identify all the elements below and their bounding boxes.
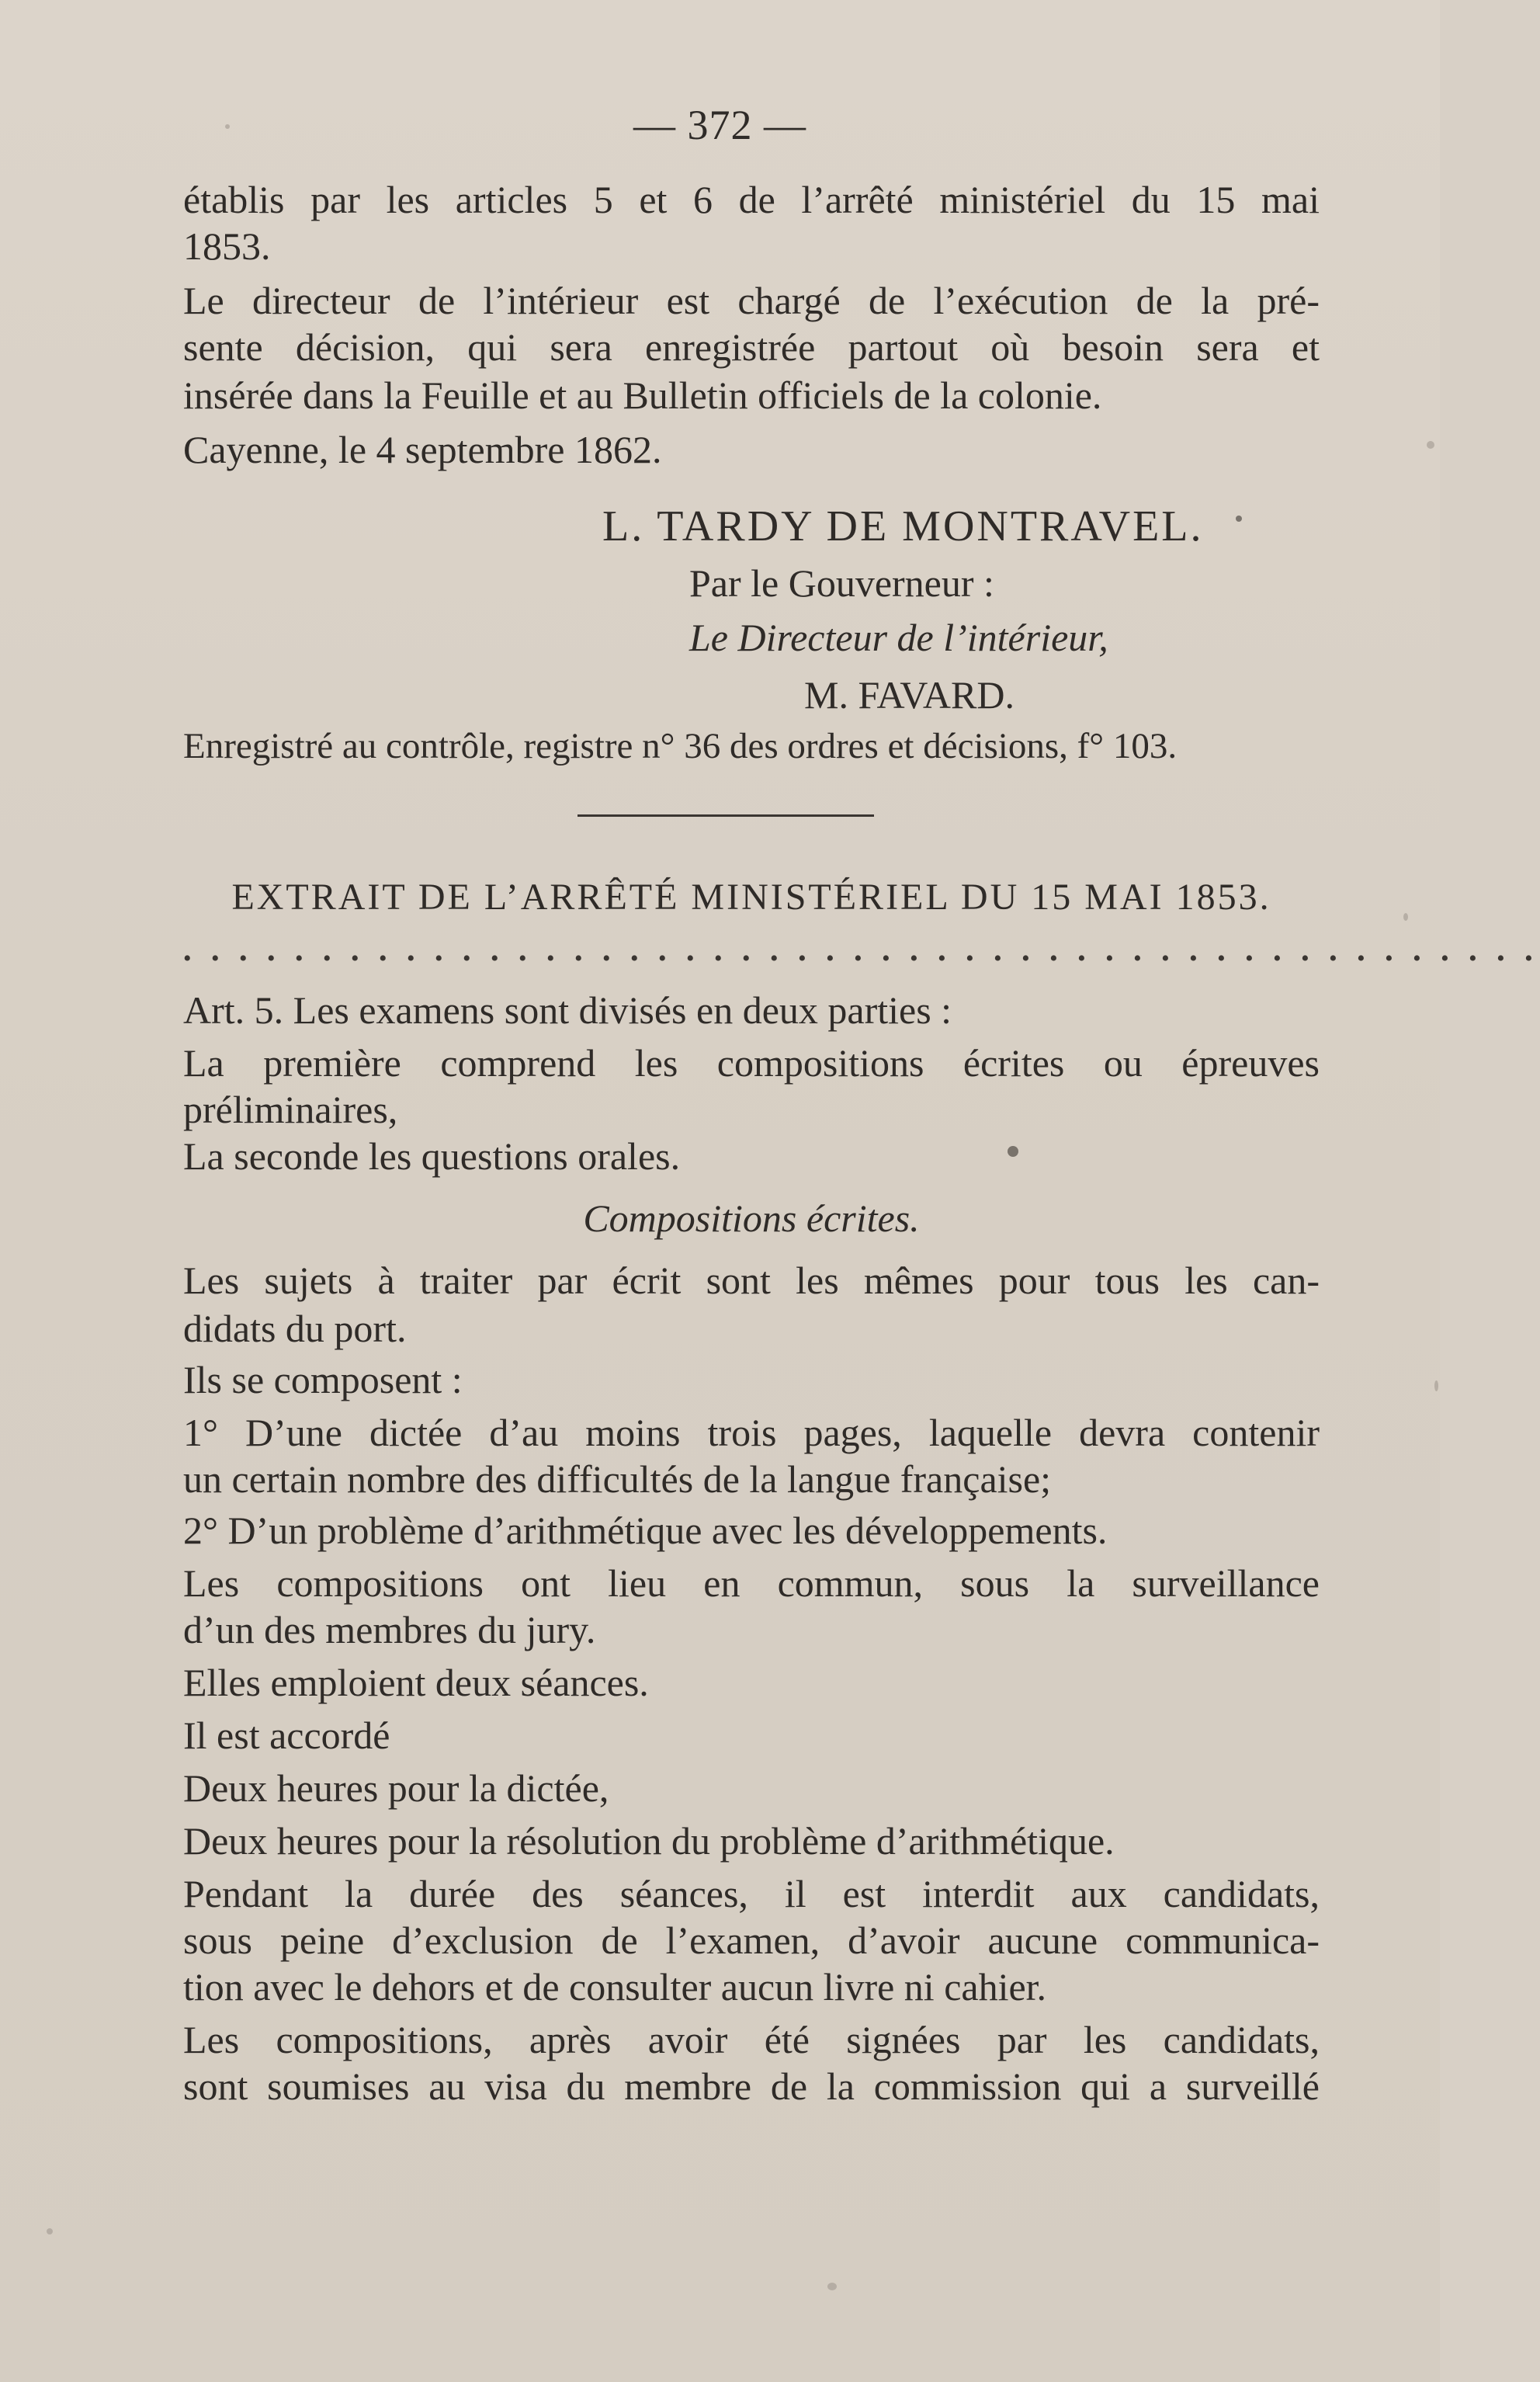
body-line: d’un des membres du jury. xyxy=(183,1608,596,1651)
body-line: Il est accordé xyxy=(183,1714,390,1757)
text-line: Le directeur de l’intérieur est chargé de l’exécution de la pré- xyxy=(183,279,1320,322)
article-line: préliminaires, xyxy=(183,1088,398,1131)
body-line: un certain nombre des difficultés de la langue française; xyxy=(183,1457,1052,1501)
body-line: Les sujets à traiter par écrit sont les mêmes pour tous les can- xyxy=(183,1259,1320,1302)
registration-note: Enregistré au contrôle, registre n° 36 des ordres et décisions, f° 103. xyxy=(183,726,1178,766)
scan-speck xyxy=(47,2228,53,2234)
director-signature: M. FAVARD. xyxy=(804,673,1015,717)
text-line: établis par les articles 5 et 6 de l’arrêté ministériel du 15 mai xyxy=(183,178,1320,221)
text-line: 1853. xyxy=(183,224,271,268)
body-line: 2° D’un problème d’arithmétique avec les développements. xyxy=(183,1509,1108,1552)
section-divider xyxy=(578,814,874,817)
body-line: Elles emploient deux séances. xyxy=(183,1661,649,1704)
text-line: insérée dans la Feuille et au Bulletin officiels de la colonie. xyxy=(183,373,1102,417)
article-line: La première comprend les compositions écrites ou épreuves xyxy=(183,1041,1320,1085)
governor-signature: L. TARDY DE MONTRAVEL. xyxy=(602,502,1204,550)
scan-speck xyxy=(1427,441,1434,449)
scan-speck xyxy=(1236,516,1242,522)
body-line: 1° D’une dictée d’au moins trois pages, laquelle devra contenir xyxy=(183,1411,1320,1454)
scan-speck xyxy=(1403,913,1408,921)
body-line: Deux heures pour la résolution du problème d’arithmétique. xyxy=(183,1819,1115,1863)
scan-speck xyxy=(1008,1146,1018,1157)
body-line: Les compositions ont lieu en commun, sous la surveillance xyxy=(183,1561,1320,1605)
body-line: Ils se composent : xyxy=(183,1358,463,1401)
body-line: Les compositions, après avoir été signées par les candidats, xyxy=(183,2018,1320,2061)
body-line: sous peine d’exclusion de l’examen, d’avoir aucune communica- xyxy=(183,1918,1320,1962)
scan-speck xyxy=(225,124,230,129)
scan-speck xyxy=(827,2283,837,2290)
text-line: sente décision, qui sera enregistrée partout où besoin sera et xyxy=(183,325,1320,369)
director-title: Le Directeur de l’intérieur, xyxy=(689,616,1108,659)
body-line: Pendant la durée des séances, il est interdit aux candidats, xyxy=(183,1872,1320,1915)
body-line: Deux heures pour la dictée, xyxy=(183,1766,609,1810)
scan-speck xyxy=(1434,1380,1438,1391)
body-line: sont soumises au visa du membre de la commission qui a surveillé xyxy=(183,2064,1320,2108)
subheading: Compositions écrites. xyxy=(583,1196,920,1240)
body-line: didats du port. xyxy=(183,1307,407,1350)
ellipsis-dots: • • • • • • • • • • • • • • • • • • • • • • • • • • • • • • • • • • • • • • • • • • • • • • • • • xyxy=(183,946,1540,971)
text-column xyxy=(183,0,1540,2382)
date-line: Cayenne, le 4 septembre 1862. xyxy=(183,428,662,471)
section-heading: EXTRAIT DE L’ARRÊTÉ MINISTÉRIEL DU 15 MAI 1853. xyxy=(231,877,1271,918)
article-line: Art. 5. Les examens sont divisés en deux parties : xyxy=(183,988,952,1032)
page-number: — 372 — xyxy=(633,102,806,148)
par-le-gouverneur: Par le Gouverneur : xyxy=(689,561,994,605)
body-line: tion avec le dehors et de consulter aucun livre ni cahier. xyxy=(183,1965,1047,2009)
article-line: La seconde les questions orales. xyxy=(183,1134,681,1178)
